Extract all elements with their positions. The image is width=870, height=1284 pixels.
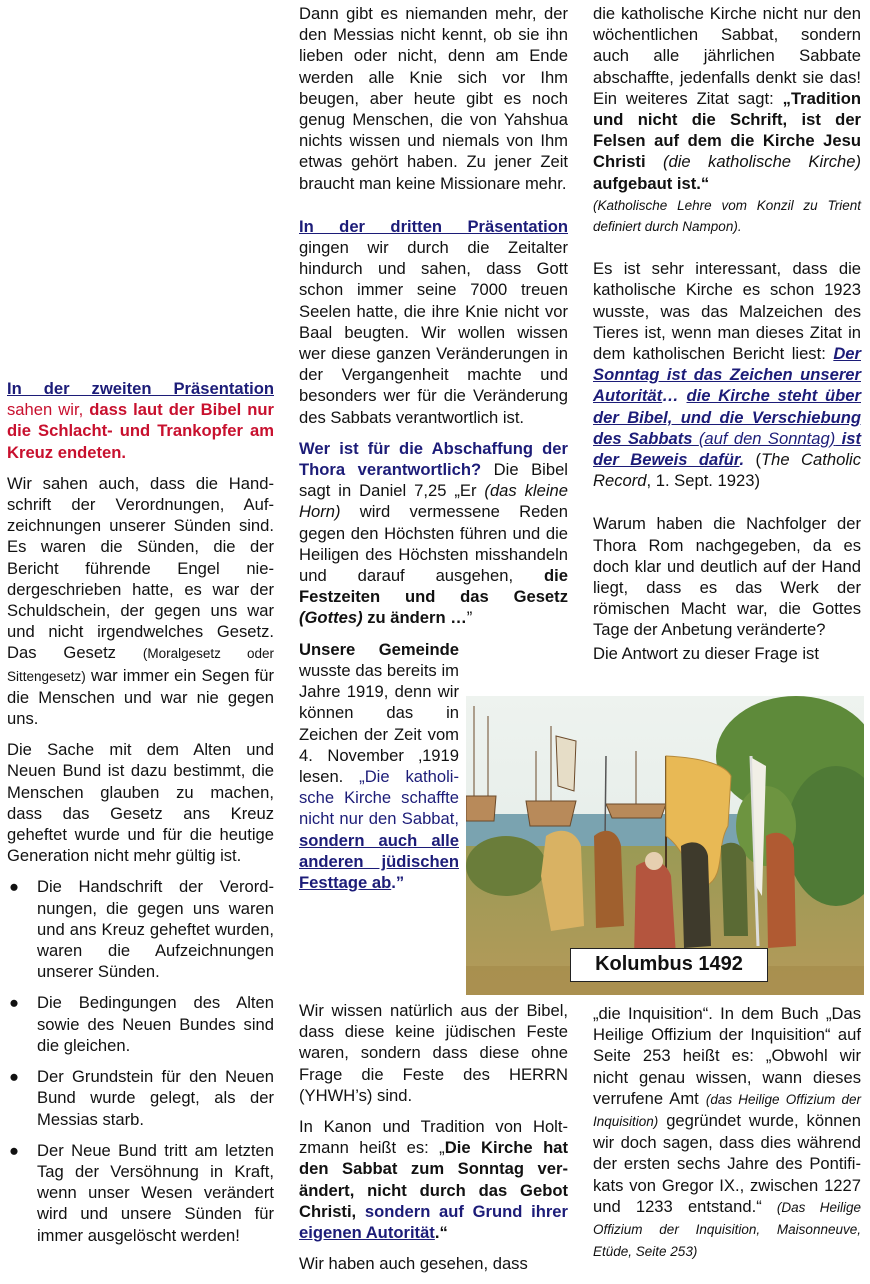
bullet-text: Der Grundstein für den Neuen Bund wurde gelegt, als der Messias starb. [37,1067,274,1129]
heading-second-presentation: In der zweiten Präsentation [7,379,274,398]
columbus-painting [466,696,864,995]
paragraph-malzeichen [593,258,861,491]
paragraph-gesehen: Wir haben auch gesehen, dass [299,1254,528,1274]
second-presentation-paragraph [7,378,274,463]
text: Wir sahen auch, dass die Handschrift der Verordnungen, Aufzeichnungen unserer Sünden sind. Es waren die Sünden, die der Bericht führende Engel niedergeschrieben hatte, es war der Schuldschein, der gegen uns war und nicht irgendwelches Gesetz. Das Gesetz [7,473,274,663]
text-bold-italic: (Gottes) [299,608,363,628]
quote-text: .” [391,872,405,892]
bullet-text: Die Bedingungen des Alten sowie des Neuen Bundes sind die gleichen. [37,993,274,1055]
text-bold: Unsere Gemeinde [299,639,459,659]
bullet-icon: ● [9,993,20,1013]
text: die katholische Kirche nicht nur den wöchentlichen Sabbat, sondern auch alle jährlichen Sabbate abschaffte, jedenfalls denkt sie das! Ein weiteres Zitat sagt: [593,4,861,108]
bullet-item [7,1066,274,1130]
quote-text: . [739,450,745,470]
paragraph-gemeinde-1919 [299,639,459,893]
text: gegründet wurde, können wir doch sagen, dass dies während der ersten sechs Jahre des Pontifikats von Gregor IX., zwischen 1227 und 1233 entstand.“ [593,1111,861,1216]
text-italic: (die katholische Kirche) [662,152,861,172]
text: wusste das bereits im Jahre 1919, denn wir können das in Zeichen der Zeit vom 4. November ‚1919 lesen. [299,660,459,786]
text-bold: aufgebaut ist.“ [593,173,710,193]
intro-emphasis: dass laut der Bibel nur die Schlacht- und Trankopfer am Kreuz endeten. [7,400,274,462]
text: ( [744,450,762,470]
bullet-icon: ● [9,1067,20,1087]
column-left [7,378,274,1256]
text: „die Inquisition“. In dem Buch „Das Heilige Offizium der Inquisition“ auf Seite 253 heißt es: „Obwohl wir nicht genau wissen, wann dieses verrufene Amt [593,1004,861,1108]
column-middle-lower [299,1000,568,1284]
text: Die Bibel sagt in Daniel 7,25 „Er [299,460,568,501]
bullet-icon: ● [9,877,20,897]
text-bold: „Tradition und nicht die Schrift, ist der Felsen auf dem die Kirche Jesu Christi [593,88,861,172]
text-bold: Die Kirche hat den Sabbat zum Sonntag verändert, nicht durch das Gebot Christi, [299,1138,568,1221]
text: .“ [434,1223,448,1243]
paragraph-antwort: Die Antwort zu dieser Frage ist [593,643,819,663]
text: In Kanon und Tradition von Holtzmann heißt es: „ [299,1117,568,1158]
image-caption: Kolumbus 1492 [570,948,768,982]
paragraph-messias: Dann gibt es niemanden mehr, der den Messias nicht kennt, ob sie ihn lieben oder nicht, denn am Ende werden alle Knie sich vor Ihm beugen, aber heute gibt es noch genug Menschen, die von Yahshua nichts wissen und niemals von Ihm etwas gehört haben. Zu jener Zeit braucht man keine Missionare mehr. [299,4,568,193]
quote-emphasis: Der Sonntag ist das Zeichen unserer Autorität [593,344,861,406]
bullet-item [7,992,274,1056]
text-italic: (das kleine Horn) [299,481,568,522]
paragraph-holtzmann [299,1116,568,1243]
quote-text: „Die katholische Kirche schaffte nicht nur den Sabbat, [299,766,459,829]
source-citation: (Katholische Lehre vom Konzil zu Trient definiert durch Nampon). [593,197,861,235]
text: war immer ein Segen für die Menschen und war nie gegen uns. [7,665,274,729]
bullet-text: Der Neue Bund tritt am letzten Tag der Versöhnung in Kraft, wenn unser Wesen verändert wird und unsere Sünden für immer ausgelöscht werden! [37,1140,274,1245]
quote-emphasis: sondern auch alle anderen jüdischen Festtage ab [299,830,459,892]
column-right-lower [593,1003,861,1272]
third-presentation-paragraph [299,216,568,428]
text-italic: (das Heilige Offizium der Inquisition) [593,1091,861,1130]
paragraph-tradition [593,3,861,236]
heading-third-presentation: In der dritten Präsentation [299,216,568,236]
text: , 1. Sept. 1923) [646,471,760,491]
paragraph-alter-neuer-bund: Die Sache mit dem Alten und Neuen Bund ist dazu bestimmt, die Menschen glauben zu machen, dass das Gesetz ans Kreuz geheftet wurde und für die heutige Generation nicht mehr gültig ist. [7,740,274,866]
text: ” [466,608,473,628]
quote-text: … [662,386,687,406]
text-small: (Moralgesetz oder Sittengesetz) [7,646,274,684]
text-navy: sondern auf Grund ihrer [364,1201,568,1221]
question-heading: Wer ist für die Abschaffung der Thora verantwortlich? [299,438,568,480]
text-navy-underlined: eigenen Autorität [299,1223,435,1243]
quote-emphasis: ist der Beweis dafür [593,428,861,470]
source-citation: (Das Heilige Offizium der Inquisition, Maisonneuve, Etüde, Seite 253) [593,1199,861,1260]
text-bold: zu ändern … [362,608,467,628]
paragraph-feste: Wir wissen natürlich aus der Bibel, dass diese keine jüdischen Feste waren, sondern dass diese ohne Frage die Feste des HERRN (YHWH’s) sind. [299,1001,568,1105]
text: gingen wir durch die Zeitalter hindurch und sahen, dass Gott schon immer seine 7000 treuen Seelen hatte, die ihre Knie nicht vor Baal beugten. Wir wollen wissen wer diese ganzen Veränderungen in der Vergangenheit machte und besonders wer für die Veränderung des Sabbats verantwortlich ist. [299,238,568,427]
bullet-list [7,876,274,1245]
paragraph-warum: Warum haben die Nachfolger der Thora Rom nachgegeben, da es doch klar und deutlich auf der Hand liegt, dass es das Werk der römischen Macht war, die Gottes Tage der Anbetung veränderte? [593,514,861,640]
paragraph-inquisition [593,1003,861,1262]
paragraph-thora-question [299,438,568,629]
quote-emphasis: die Kirche steht über der Bibel, und die Verschiebung des Sabbats [593,386,861,448]
bullet-text: Die Handschrift der Verordnungen, die gegen uns waren und ans Kreuz geheftet wurden, waren die Aufzeichnungen unserer Sünden. [37,877,274,982]
bullet-item [7,876,274,982]
quote-paren: (auf den Sonntag) [698,428,836,448]
text-bold: die Festzeiten und das Gesetz [299,566,568,607]
bullet-icon: ● [9,1140,20,1160]
bullet-item [7,1140,274,1246]
intro-plain: sahen wir, [7,400,90,420]
column-right [593,3,861,674]
paragraph-handschrift [7,473,274,729]
text: Es ist sehr interessant, dass die katholische Kirche es schon 1923 wusste, was das Malzeichen des Tieres ist, wenn man dieses Zitat in dem katholischen Bericht liest: [593,259,861,364]
source-italic: The Catholic Record [593,450,861,491]
text: wird vermessene Reden gegen den Höchsten führen und die Heiligen des Höchsten misshandeln und darauf ausgehen, [299,502,568,586]
